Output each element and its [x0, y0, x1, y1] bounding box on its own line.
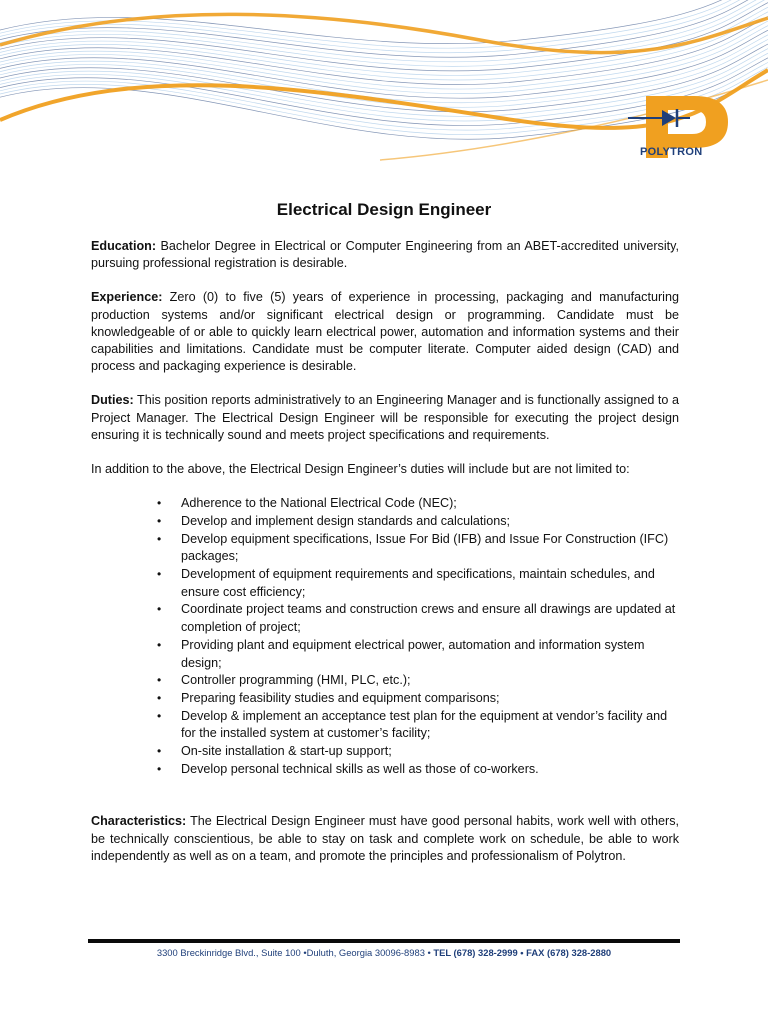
footer-tel: TEL (678) 328-2999 [433, 947, 518, 958]
characteristics-text: The Electrical Design Engineer must have good personal habits, work well with others, be technically conscientious, be able to stay on task and complete work on schedule, be able to work independently as well as on a team, and promote the principles and professionalism of Polytron. [91, 814, 679, 863]
duty-item-text: Controller programming (HMI, PLC, etc.); [181, 673, 411, 688]
duty-item [91, 531, 679, 566]
bullet-icon: • [157, 673, 162, 688]
education-label: Education: [91, 239, 157, 253]
duty-item-text: Preparing feasibility studies and equipment comparisons; [181, 690, 500, 705]
bullet-icon: • [157, 708, 162, 723]
experience-text: Zero (0) to five (5) years of experience in processing, packaging and manufacturing production systems and/or significant electrical design or programming. Candidate must be knowledgeable of or able to quickly learn electrical power, automation and information systems and their capabilities and limitations. Candidate must be computer literate. Computer aided design (CAD) and process and packaging experience is desirable. [91, 290, 679, 374]
duty-item-text: Develop & implement an acceptance test plan for the equipment at vendor’s facility and for the installed system at customer’s facility; [181, 708, 668, 741]
duty-item [91, 601, 679, 636]
bullet-icon: • [157, 513, 162, 528]
duties-label: Duties: [91, 393, 134, 408]
duty-item [91, 637, 679, 672]
bullet-icon: • [157, 567, 162, 582]
footer-divider [88, 939, 680, 943]
footer-address: 3300 Breckinridge Blvd., Suite 100 •Duluth, Georgia 30096-8983 • [156, 947, 434, 958]
document-title: Electrical Design Engineer [276, 200, 492, 219]
duties-paragraph [91, 392, 679, 444]
duties-text: This position reports administratively to an Engineering Manager and is functionally assigned to a Project Manager. The Electrical Design Engineer will be responsible for executing the project design ensuring it is technically sound and meets project specifications and requirements. [91, 393, 679, 442]
duty-item [91, 672, 679, 690]
education-paragraph [91, 238, 679, 272]
duty-item [91, 566, 679, 601]
duty-item-text: Adherence to the National Electrical Code (NEC); [181, 496, 457, 511]
experience-paragraph [91, 289, 679, 375]
duty-item [91, 513, 679, 531]
company-wordmark: POLYTRON [640, 146, 703, 158]
bullet-icon: • [157, 496, 162, 511]
bullet-icon: • [157, 531, 162, 546]
duties-intro: In addition to the above, the Electrical Design Engineer’s duties will include but are not limited to: [91, 462, 630, 477]
duty-item [91, 690, 679, 708]
bullet-icon: • [157, 690, 162, 705]
duty-item-text: Development of equipment requirements and specifications, maintain schedules, and ensure cost efficiency; [181, 567, 655, 599]
bullet-icon: • [157, 761, 162, 776]
bullet-icon: • [157, 637, 162, 652]
duty-item [91, 761, 679, 779]
characteristics-paragraph [91, 813, 679, 865]
characteristics-label: Characteristics: [91, 814, 187, 829]
bullet-icon: • [157, 602, 162, 617]
duty-item [91, 708, 679, 743]
experience-label: Experience: [91, 290, 163, 305]
duty-item [91, 495, 679, 513]
footer-contact [0, 947, 768, 958]
duty-item-text: Develop and implement design standards and calculations; [181, 513, 511, 528]
duties-list [91, 495, 679, 778]
duty-item [91, 743, 679, 761]
bullet-icon: • [157, 744, 162, 759]
duty-item-text: Coordinate project teams and construction crews and ensure all drawings are updated at completion of project; [181, 602, 676, 635]
duty-item-text: Develop equipment specifications, Issue For Bid (IFB) and Issue For Construction (IFC) packages; [181, 531, 669, 564]
footer-fax: FAX (678) 328-2880 [526, 947, 612, 958]
duty-item-text: On-site installation & start-up support; [181, 744, 392, 759]
education-text: Bachelor Degree in Electrical or Computer Engineering from an ABET-accredited university, pursuing professional registration is desirable. [91, 239, 679, 271]
document-body [91, 238, 679, 882]
footer-sep: • [517, 947, 527, 958]
duty-item-text: Develop personal technical skills as well as those of co-workers. [181, 761, 539, 776]
duty-item-text: Providing plant and equipment electrical power, automation and information system design; [181, 637, 645, 670]
